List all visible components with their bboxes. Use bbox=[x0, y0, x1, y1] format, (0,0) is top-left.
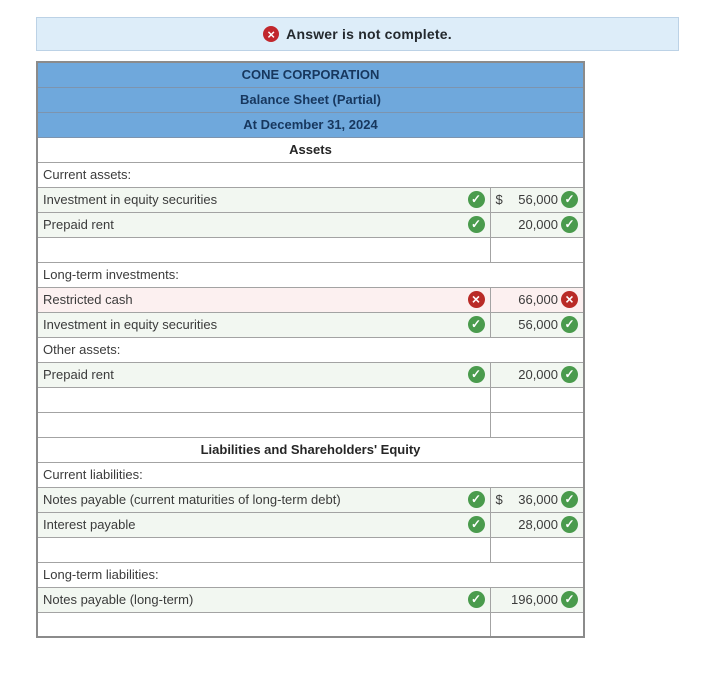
amount-cell[interactable] bbox=[490, 187, 584, 212]
group-row-long-term-liabilities bbox=[37, 562, 584, 587]
amount-cell[interactable] bbox=[490, 362, 584, 387]
group-label: Long-term investments: bbox=[37, 262, 584, 287]
empty-row bbox=[37, 387, 584, 412]
liabilities-section-header-row bbox=[37, 437, 584, 462]
amount-value: 28,000 bbox=[518, 517, 558, 532]
amount-cell[interactable] bbox=[490, 287, 584, 312]
group-label: Current assets: bbox=[37, 162, 584, 187]
account-label-cell[interactable] bbox=[37, 362, 490, 387]
account-label: Investment in equity securities bbox=[43, 317, 218, 332]
check-icon: ✓ bbox=[468, 316, 485, 333]
check-icon: ✓ bbox=[468, 591, 485, 608]
liabilities-section-header: Liabilities and Shareholders' Equity bbox=[37, 437, 584, 462]
check-icon: ✓ bbox=[561, 591, 578, 608]
account-label-cell[interactable] bbox=[37, 587, 490, 612]
account-label-cell[interactable] bbox=[37, 187, 490, 212]
check-icon: ✓ bbox=[561, 316, 578, 333]
account-label-cell[interactable] bbox=[37, 487, 490, 512]
account-label: Prepaid rent bbox=[43, 217, 114, 232]
amount-value: 56,000 bbox=[518, 317, 558, 332]
currency-symbol: $ bbox=[495, 492, 503, 507]
empty-amount-cell[interactable] bbox=[490, 237, 584, 262]
table-row bbox=[37, 587, 584, 612]
empty-amount-cell[interactable] bbox=[490, 612, 584, 637]
x-icon: × bbox=[561, 291, 578, 308]
empty-amount-cell[interactable] bbox=[490, 387, 584, 412]
empty-label-cell[interactable] bbox=[37, 537, 490, 562]
empty-row bbox=[37, 237, 584, 262]
group-row-current-assets bbox=[37, 162, 584, 187]
company-name: CONE CORPORATION bbox=[37, 62, 584, 87]
check-icon: ✓ bbox=[561, 516, 578, 533]
account-label-cell[interactable] bbox=[37, 312, 490, 337]
group-row-other-assets bbox=[37, 337, 584, 362]
amount-value: 66,000 bbox=[518, 292, 558, 307]
account-label-cell[interactable] bbox=[37, 512, 490, 537]
banner-text: Answer is not complete. bbox=[286, 26, 452, 42]
amount-value: 196,000 bbox=[511, 592, 558, 607]
answer-status-banner bbox=[36, 17, 679, 51]
empty-label-cell[interactable] bbox=[37, 612, 490, 637]
check-icon: ✓ bbox=[468, 491, 485, 508]
group-label: Long-term liabilities: bbox=[37, 562, 584, 587]
check-icon: ✓ bbox=[468, 366, 485, 383]
table-row bbox=[37, 312, 584, 337]
amount-value: 36,000 bbox=[518, 492, 558, 507]
account-label: Investment in equity securities bbox=[43, 192, 218, 207]
check-icon: ✓ bbox=[561, 191, 578, 208]
empty-row bbox=[37, 412, 584, 437]
account-label: Notes payable (long-term) bbox=[43, 592, 194, 607]
amount-value: 20,000 bbox=[518, 367, 558, 382]
table-row bbox=[37, 487, 584, 512]
check-icon: ✓ bbox=[561, 366, 578, 383]
amount-value: 20,000 bbox=[518, 217, 558, 232]
statement-date-row bbox=[37, 112, 584, 137]
amount-value: 56,000 bbox=[518, 192, 558, 207]
check-icon: ✓ bbox=[468, 216, 485, 233]
empty-row bbox=[37, 537, 584, 562]
table-row-incorrect bbox=[37, 287, 584, 312]
account-label: Notes payable (current maturities of long-term debt) bbox=[43, 492, 341, 507]
account-label-cell[interactable] bbox=[37, 287, 490, 312]
empty-row bbox=[37, 612, 584, 637]
table-row bbox=[37, 512, 584, 537]
empty-amount-cell[interactable] bbox=[490, 412, 584, 437]
account-label: Restricted cash bbox=[43, 292, 133, 307]
group-row-current-liabilities bbox=[37, 462, 584, 487]
currency-symbol: $ bbox=[495, 192, 503, 207]
x-icon: × bbox=[468, 291, 485, 308]
statement-date: At December 31, 2024 bbox=[37, 112, 584, 137]
check-icon: ✓ bbox=[468, 191, 485, 208]
table-row bbox=[37, 362, 584, 387]
group-label: Other assets: bbox=[37, 337, 584, 362]
amount-cell[interactable] bbox=[490, 487, 584, 512]
empty-amount-cell[interactable] bbox=[490, 537, 584, 562]
account-label: Prepaid rent bbox=[43, 367, 114, 382]
check-icon: ✓ bbox=[561, 216, 578, 233]
check-icon: ✓ bbox=[468, 516, 485, 533]
account-label-cell[interactable] bbox=[37, 212, 490, 237]
table-row bbox=[37, 212, 584, 237]
account-label: Interest payable bbox=[43, 517, 136, 532]
amount-cell[interactable] bbox=[490, 512, 584, 537]
group-row-long-term-investments bbox=[37, 262, 584, 287]
table-row bbox=[37, 187, 584, 212]
statement-title-row bbox=[37, 87, 584, 112]
statement-title: Balance Sheet (Partial) bbox=[37, 87, 584, 112]
x-icon: × bbox=[263, 26, 279, 42]
amount-cell[interactable] bbox=[490, 212, 584, 237]
amount-cell[interactable] bbox=[490, 312, 584, 337]
group-label: Current liabilities: bbox=[37, 462, 584, 487]
company-name-row bbox=[37, 62, 584, 87]
assets-section-header-row bbox=[37, 137, 584, 162]
empty-label-cell[interactable] bbox=[37, 412, 490, 437]
empty-label-cell[interactable] bbox=[37, 387, 490, 412]
check-icon: ✓ bbox=[561, 491, 578, 508]
assets-section-header: Assets bbox=[37, 137, 584, 162]
amount-cell[interactable] bbox=[490, 587, 584, 612]
empty-label-cell[interactable] bbox=[37, 237, 490, 262]
balance-sheet-table bbox=[36, 61, 585, 638]
